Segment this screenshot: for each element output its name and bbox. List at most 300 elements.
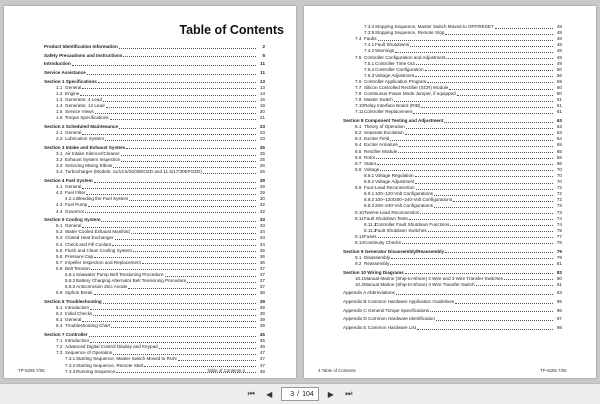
- toc-entry-label: [355, 155, 375, 161]
- dot-leader: [416, 188, 553, 190]
- dot-leader: [106, 106, 256, 108]
- toc-entry-page: 48: [556, 42, 562, 48]
- toc-entry-label: [56, 317, 81, 323]
- toc-entry-number: 5.9: [56, 290, 63, 296]
- dot-leader: [113, 166, 256, 168]
- dot-leader: [105, 139, 256, 141]
- toc-entry-label: [355, 55, 445, 61]
- toc-entry-label: [364, 203, 433, 209]
- dot-leader: [378, 236, 553, 238]
- dot-leader: [82, 87, 256, 89]
- toc-entry-number: 7.3.1: [65, 356, 76, 362]
- toc-entry-text: Impeller Inspection and Replacement: [65, 259, 141, 265]
- toc-entry-label: [56, 223, 81, 229]
- toc-entry-text: Fuel Filter: [65, 190, 86, 196]
- toc-entry-text: Section 9 Generator Disassembly/Reassembly: [343, 248, 445, 254]
- toc-entry-label: [56, 209, 84, 215]
- toc-entry-text: Starting Sequence, Master Switch Moved to RUN: [76, 356, 177, 362]
- toc-entry-label: [56, 305, 89, 311]
- toc-entry-number: 2.1: [56, 130, 63, 136]
- toc-entry-page: 93: [556, 290, 562, 296]
- toc-entry-page: 13: [259, 78, 265, 84]
- toc-entry-label: [56, 151, 120, 157]
- page-title: Table of Contents: [179, 23, 284, 37]
- current-page-number[interactable]: 3: [290, 390, 295, 398]
- dot-leader: [455, 302, 553, 304]
- toc-entry-label: [44, 70, 86, 76]
- toc-entry[interactable]: [4, 136, 296, 142]
- toc-entry-page: 59: [556, 78, 562, 84]
- toc-entry-page: 56: [556, 72, 562, 78]
- toc-entry-label: [65, 272, 164, 278]
- toc-entry-number: 1.6: [56, 115, 63, 121]
- toc-entry-page: 91: [556, 281, 562, 287]
- toc-entry-number: 8.9: [355, 185, 362, 191]
- toc-entry[interactable]: [4, 208, 296, 214]
- dot-leader: [446, 57, 553, 59]
- toc-entry-label: [56, 266, 90, 272]
- toc-entry-page: 5: [262, 52, 265, 58]
- toc-entry-page: 70: [556, 172, 562, 178]
- toc-entry-text: Engine: [65, 91, 80, 97]
- toc-entry-number: 4.1: [56, 184, 63, 190]
- footer-page-label: Table of Contents 3: [207, 368, 245, 373]
- toc-entry-label: [56, 202, 87, 208]
- toc-section-entry[interactable]: [4, 44, 296, 50]
- toc-entry-number: 1.3: [56, 97, 63, 103]
- toc-section-entry[interactable]: [304, 325, 596, 331]
- toc-entry-text: Fuses: [364, 233, 377, 239]
- toc-entry-number: 6.4: [56, 323, 63, 329]
- toc-entry-number: 8.9.1: [364, 191, 375, 197]
- previous-page-icon[interactable]: ◀: [266, 389, 273, 399]
- toc-entry-text: Lubrication System: [65, 136, 105, 142]
- toc-entry-page: 37: [259, 265, 265, 271]
- toc-entry-page: 95: [556, 299, 562, 305]
- toc-entry-number: 5.4: [56, 241, 63, 247]
- toc-list-right: [304, 24, 596, 331]
- toc-entry-text: Introduction: [65, 338, 90, 344]
- toc-entry-number: 9.2: [355, 260, 362, 266]
- dot-leader: [123, 55, 256, 57]
- toc-entry-text: Fuel Pump: [65, 202, 88, 208]
- toc-entry-page: 61: [556, 103, 562, 109]
- toc-entry-page: 34: [259, 235, 265, 241]
- toc-entry[interactable]: [304, 261, 596, 267]
- toc-entry-number: 7.3: [56, 350, 63, 356]
- dot-leader: [72, 64, 256, 66]
- toc-entry-number: 7.8: [355, 91, 362, 97]
- toc-entry-number: 6.3: [56, 317, 63, 323]
- toc-entry-text: Exhaust System Inspection: [65, 157, 121, 163]
- toc-entry-page: 65: [556, 142, 562, 148]
- dot-leader: [430, 310, 553, 312]
- toc-entry-page: 38: [259, 290, 265, 296]
- toc-entry-text: Controller Replacement: [364, 109, 413, 115]
- toc-entry-page: 73: [556, 209, 562, 215]
- toc-entry-text: Voltage Adjustment: [375, 179, 415, 185]
- toc-entry-text: General: [65, 317, 82, 323]
- dot-leader: [82, 187, 256, 189]
- toc-entry-label: [56, 290, 93, 296]
- toc-entry-page: 60: [556, 85, 562, 91]
- toc-entry-number: 7.5.2: [364, 66, 375, 72]
- toc-entry-number: 8.10: [355, 209, 364, 215]
- toc-entry-label: [355, 161, 376, 167]
- toc-entry-text: Product Identification Information: [44, 44, 118, 50]
- toc-entry-number: 1.4: [56, 103, 63, 109]
- toc-entry-number: 7.9: [355, 97, 362, 103]
- toc-entry-page: 60: [556, 91, 562, 97]
- toc-section-entry[interactable]: [304, 308, 596, 314]
- toc-entry-page: 14: [259, 91, 265, 97]
- toc-entry-label: [44, 44, 118, 50]
- toc-entry-number: 7.4.2: [364, 48, 375, 54]
- toc-entry-label: [355, 149, 397, 155]
- toc-entry-number: 8.4: [355, 142, 362, 148]
- toc-entry-number: 7.3.4: [364, 24, 375, 30]
- toc-entry-label: [364, 42, 409, 48]
- toc-entry-number: 8.3: [355, 136, 362, 142]
- toc-entry-label: [355, 136, 389, 142]
- toc-entry-number: 7.6: [355, 78, 362, 84]
- toc-entry-number: 7.1: [56, 338, 63, 344]
- toc-entry-number: 8.9.3: [364, 203, 375, 209]
- dot-leader: [434, 194, 553, 196]
- toc-entry-text: Introduction: [44, 61, 71, 67]
- toc-entry-page: 48: [259, 368, 265, 374]
- toc-entry-label: [355, 97, 393, 103]
- toc-entry-page: 25: [259, 144, 265, 150]
- dot-leader: [413, 112, 553, 114]
- dot-leader: [425, 69, 553, 71]
- toc-entry-page: 29: [259, 190, 265, 196]
- toc-entry-label: [355, 91, 456, 97]
- toc-entry-text: Twelve-Lead Reconnection: [364, 209, 420, 215]
- toc-entry-label: [65, 284, 127, 290]
- toc-entry-label: [355, 142, 398, 148]
- toc-entry-text: Manual Marine (Ship-to-Shore) 2 Wire and 3 Wire Transfer Switches: [364, 275, 503, 281]
- toc-entry-label: [65, 363, 143, 369]
- toc-entry-page: 33: [259, 223, 265, 229]
- toc-entry-label: [56, 136, 104, 142]
- dot-leader: [121, 160, 256, 162]
- toc-entry-label: [355, 276, 503, 282]
- toc-entry-label: [364, 222, 449, 228]
- toc-entry-number: 8.8.1: [364, 172, 375, 178]
- toc-entry-page: 75: [556, 227, 562, 233]
- toc-entry-page: 72: [556, 191, 562, 197]
- toc-entry-text: Generator, 4 Lead: [65, 97, 103, 103]
- toc-entry-label: [56, 323, 110, 329]
- toc-entry-page: 97: [556, 316, 562, 322]
- toc-entry-label: [355, 216, 408, 222]
- toc-entry-number: 3.4: [56, 169, 63, 175]
- dot-leader: [445, 33, 553, 35]
- dot-leader: [159, 347, 256, 349]
- toc-entry-text: Section 10 Wiring Diagrams: [343, 269, 404, 275]
- toc-entry-label: [56, 103, 105, 109]
- toc-entry-text: Continuous Power Mode Jumper, if equipped: [364, 91, 456, 97]
- dot-leader: [410, 45, 553, 47]
- toc-entry-text: Section 2 Scheduled Maintenance: [44, 124, 119, 130]
- toc-entry-label: [56, 184, 81, 190]
- toc-entry-number: 8.2: [355, 130, 362, 136]
- toc-entry-page: 21: [259, 115, 265, 121]
- toc-entry-label: [343, 249, 444, 255]
- dot-leader: [391, 257, 553, 259]
- dot-leader: [402, 242, 553, 244]
- dot-leader: [90, 341, 256, 343]
- toc-entry-label: [44, 61, 71, 67]
- next-page-icon[interactable]: ▶: [327, 389, 334, 399]
- toc-entry-page: 98: [556, 325, 562, 331]
- toc-entry-number: 4.4: [56, 208, 63, 214]
- toc-entry[interactable]: [4, 290, 296, 296]
- page-number-field[interactable]: [281, 387, 319, 401]
- toc-entry-page: 96: [556, 307, 562, 313]
- dot-leader: [94, 256, 256, 258]
- dot-leader: [89, 335, 256, 337]
- toc-entry-page: 23: [259, 130, 265, 136]
- toc-entry-number: 4.2.1: [65, 196, 76, 202]
- toc-entry-number: 7.3.5: [364, 30, 375, 36]
- toc-entry-text: Seawater Pump Belt Tensioning Procedure: [76, 272, 164, 278]
- dot-leader: [82, 320, 256, 322]
- toc-entry-label: [56, 350, 112, 356]
- toc-entry-text: Servicing Mixing Elbow: [65, 163, 113, 169]
- toc-entry-text: Voltage: [364, 166, 380, 172]
- toc-entry-text: Controller Configuration and Adjustment: [364, 54, 446, 60]
- toc-entry-number: 9.1: [355, 254, 362, 260]
- toc-entry-number: 5.3: [56, 235, 63, 241]
- first-page-icon[interactable]: ⏮: [247, 389, 255, 398]
- toc-entry-page: 39: [259, 317, 265, 323]
- toc-entry-text: Four-Lead Reconnection: [364, 185, 415, 191]
- toc-entry-label: [355, 240, 401, 246]
- dot-leader: [98, 81, 256, 83]
- toc-entry-number: 8.7: [355, 160, 362, 166]
- toc-entry-page: 29: [259, 184, 265, 190]
- toc-entry-label: [355, 282, 475, 288]
- toc-entry-text: Rotor: [364, 154, 376, 160]
- toc-entry-number: 1.1: [56, 84, 63, 90]
- dot-leader: [87, 73, 256, 75]
- toc-entry-page: 81: [556, 260, 562, 266]
- toc-entry-label: [56, 338, 89, 344]
- toc-entry-number: 6.2: [56, 311, 63, 317]
- toc-entry-text: Continuity Checks: [364, 239, 402, 245]
- toc-entry-text: Theory of Operation: [364, 124, 405, 130]
- toc-entry-page: 61: [556, 97, 562, 103]
- toc-entry-text: Manual Marine (Ship-to-Shore) 4 Wire Transfer Switch: [364, 281, 475, 287]
- toc-entry-number: 4.2: [56, 190, 63, 196]
- toc-entry-label: [355, 130, 404, 136]
- dot-leader: [415, 175, 553, 177]
- toc-entry-label: [355, 261, 389, 267]
- toc-entry-number: 8.1: [355, 124, 362, 130]
- toc-entry-label: [65, 196, 128, 202]
- toc-entry-page: 16: [259, 97, 265, 103]
- toc-entry-number: 7.4.1: [364, 42, 375, 48]
- dot-leader: [119, 47, 256, 49]
- toc-section-entry[interactable]: [4, 70, 296, 76]
- total-pages: 104: [302, 390, 314, 398]
- pdf-toolbar: [0, 383, 600, 404]
- toc-entry-number: 5.7: [56, 259, 63, 265]
- dot-leader: [112, 244, 256, 246]
- dot-leader: [203, 172, 256, 174]
- dot-leader: [436, 319, 553, 321]
- toc-entry-text: Troubleshooting Chart: [65, 323, 111, 329]
- toc-entry-page: 26: [259, 163, 265, 169]
- toc-entry-page: 72: [556, 197, 562, 203]
- toc-entry[interactable]: [4, 169, 296, 175]
- dot-leader: [416, 63, 553, 65]
- toc-entry-text: Appendix B Common Hardware Application Guidelines: [343, 299, 455, 305]
- toc-entry[interactable]: [304, 282, 596, 288]
- dot-leader: [144, 365, 256, 367]
- dot-leader: [121, 154, 256, 156]
- last-page-icon[interactable]: ⏭: [345, 389, 353, 398]
- toc-section-entry[interactable]: [304, 290, 596, 296]
- toc-entry-number: 7.5.3: [364, 72, 375, 78]
- toc-entry-label: [355, 109, 412, 115]
- dot-leader: [85, 211, 256, 213]
- dot-leader: [91, 268, 256, 270]
- dot-leader: [450, 224, 553, 226]
- dot-leader: [378, 39, 553, 41]
- toc-entry-page: 49: [556, 54, 562, 60]
- toc-entry[interactable]: [4, 369, 296, 375]
- toc-entry-page: 73: [556, 203, 562, 209]
- left-page: [4, 6, 296, 378]
- dot-leader: [110, 118, 256, 120]
- dot-leader: [495, 27, 553, 29]
- toc-section-entry[interactable]: [4, 61, 296, 67]
- toc-section-entry[interactable]: [304, 299, 596, 305]
- toc-entry-text: Fault Shutdown Switches: [375, 227, 427, 233]
- dot-leader: [428, 230, 553, 232]
- footer-page-label: 4 Table of Contents: [318, 368, 356, 373]
- toc-entry-number: 5.8.2: [65, 278, 76, 284]
- toc-entry-label: [44, 79, 97, 85]
- toc-entry-number: 8.9.2: [364, 197, 375, 203]
- toc-entry-label: [56, 190, 85, 196]
- toc-entry-text: Starting Sequence, Remote Start: [76, 362, 144, 368]
- toc-entry-text: Service Assistance: [44, 70, 86, 76]
- toc-entry-text: Introduction: [65, 305, 90, 311]
- toc-entry-text: Anticorrosion Zinc Anode: [76, 284, 128, 290]
- toc-entry-number: 5.8.1: [65, 272, 76, 278]
- toc-entry-label: [364, 179, 414, 185]
- dot-leader: [126, 147, 256, 149]
- toc-entry-text: Running Sequence: [76, 368, 116, 374]
- toc-entry-label: [355, 79, 426, 85]
- dot-leader: [95, 112, 256, 114]
- dot-leader: [94, 181, 256, 183]
- toc-entry-number: 8.5: [355, 148, 362, 154]
- toc-entry-text: Section 4 Fuel System: [44, 178, 93, 184]
- toc-entry-page: 49: [556, 60, 562, 66]
- toc-entry-page: 30: [259, 196, 265, 202]
- dot-leader: [115, 238, 256, 240]
- toc-section-entry[interactable]: [304, 316, 596, 322]
- dot-leader: [396, 293, 553, 295]
- toc-entry-number: 7.5: [355, 54, 362, 60]
- toc-entry-label: [355, 234, 377, 240]
- toc-entry-text: Advanced Digital Control Display and Keypad: [65, 344, 158, 350]
- toc-entry-number: 7.5.1: [364, 60, 375, 66]
- toc-entry[interactable]: [304, 109, 596, 115]
- toc-entry-text: Flush and Clean Cooling System: [65, 247, 132, 253]
- toc-entry-label: [44, 53, 122, 59]
- toc-entry-page: 37: [259, 284, 265, 290]
- dot-leader: [390, 139, 553, 141]
- toc-entry-label: [343, 316, 435, 322]
- toc-entry-page: 79: [556, 248, 562, 254]
- toc-entry[interactable]: [304, 240, 596, 246]
- toc-entry-text: Appendix A Abbreviations: [343, 290, 395, 296]
- dot-leader: [399, 145, 553, 147]
- toc-entry-text: General: [65, 223, 82, 229]
- toc-entry-label: [56, 260, 141, 266]
- toc-section-entry[interactable]: [4, 53, 296, 59]
- toc-entry-page: 11: [260, 61, 265, 67]
- toc-entry-text: Exciter Armature: [364, 142, 398, 148]
- toc-entry-label: [364, 73, 414, 79]
- toc-entry-text: Turbocharger (Models: 11/13.5/20/30EOZD and 11.5/17/30EFOZD): [65, 169, 202, 175]
- toc-entry-page: 36: [259, 253, 265, 259]
- toc-entry-number: 5.8.3: [65, 284, 76, 290]
- dot-leader: [187, 281, 256, 283]
- toc-entry-page: 83: [556, 269, 562, 275]
- toc-entry-text: Stopping Sequence, Remote Stop: [375, 30, 445, 36]
- dot-leader: [395, 51, 553, 53]
- toc-entry-text: Belt Tension: [65, 265, 90, 271]
- toc-entry-text: Appendix C General Torque Specifications: [343, 307, 430, 313]
- dot-leader: [476, 284, 553, 286]
- toc-entry-page: 64: [556, 136, 562, 142]
- toc-entry-text: Safety Precautions and Instructions: [44, 52, 123, 58]
- toc-entry-page: 39: [259, 323, 265, 329]
- toc-entry-label: [44, 145, 125, 151]
- dot-leader: [504, 278, 553, 280]
- toc-entry-text: Faults: [364, 36, 377, 42]
- toc-entry-page: 48: [556, 36, 562, 42]
- toc-entry-label: [56, 130, 81, 136]
- toc-entry-page: 70: [556, 166, 562, 172]
- dot-leader: [409, 218, 553, 220]
- toc-entry-label: [56, 344, 158, 350]
- toc-entry-label: [343, 325, 416, 331]
- dot-leader: [128, 287, 256, 289]
- dot-leader: [80, 94, 256, 96]
- toc-entry-label: [364, 191, 433, 197]
- dot-leader: [82, 133, 256, 135]
- dot-leader: [377, 163, 553, 165]
- toc-entry-label: [56, 242, 111, 248]
- toc-entry[interactable]: [4, 323, 296, 329]
- toc-entry-text: Section 5 Cooling System: [44, 217, 101, 223]
- toc-entry-page: 29: [259, 178, 265, 184]
- toc-entry-page: 46: [259, 344, 265, 350]
- toc-entry-label: [364, 24, 494, 30]
- dot-leader: [457, 94, 553, 96]
- toc-entry[interactable]: [4, 115, 296, 121]
- toc-entry-number: 7.3.3: [65, 368, 76, 374]
- toc-entry-label: [56, 157, 120, 163]
